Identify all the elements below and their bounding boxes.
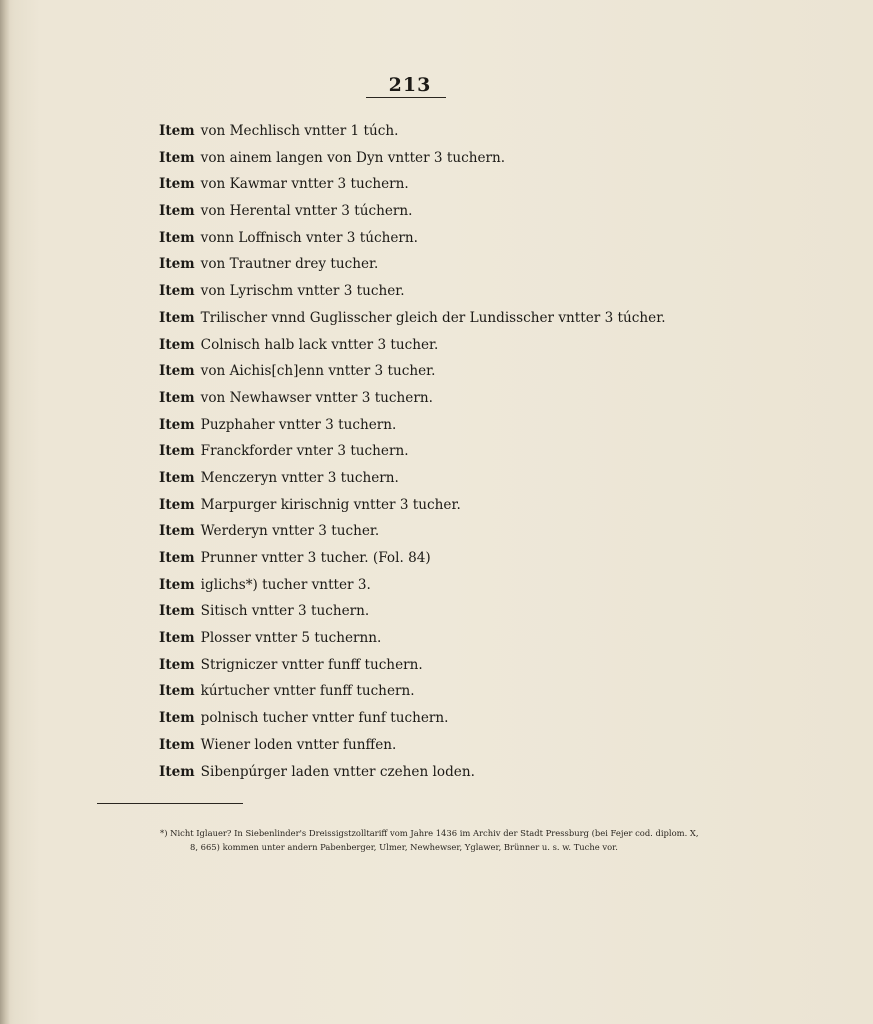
entry-text: von Herental vntter 3 túchern. [200,203,413,220]
page-spine-shadow [0,0,10,1024]
entry-prefix: Item [159,496,195,513]
entry-prefix: Item [159,203,195,220]
list-item [159,412,779,439]
entry-prefix: Item [159,523,195,540]
list-item [159,572,779,599]
list-item [159,305,779,332]
entry-text: Plosser vntter 5 tuchernn. [200,630,382,647]
entry-prefix: Item [159,123,195,139]
entry-prefix: Item [159,763,195,780]
entry-text: Sitisch vntter 3 tuchern. [200,603,370,620]
entry-prefix: Item [159,630,195,647]
entry-text: Strigniczer vntter funff tuchern. [200,656,423,673]
list-item [159,732,779,759]
entry-prefix: Item [159,283,195,300]
entry-text: polnisch tucher vntter funf tuchern. [200,710,449,727]
entry-text: Marpurger kirischnig vntter 3 tucher. [200,496,461,513]
entry-prefix: Item [159,363,195,380]
entry-prefix: Item [159,336,195,353]
list-item [159,598,779,625]
list-item [159,278,779,305]
footnote-rule [97,803,243,804]
list-item [159,492,779,519]
list-item [159,678,779,705]
list-item [159,465,779,492]
entry-text: von Trautner drey tucher. [200,256,379,273]
entry-text: iglichs*) tucher vntter 3. [200,576,371,593]
entry-prefix: Item [159,736,195,753]
entry-text: Colnisch halb lack vntter 3 tucher. [200,336,439,353]
entry-text: vonn Loffnisch vnter 3 túchern. [200,229,418,246]
footnote-line: 8, 665) kommen unter andern Pabenberger, Ulmer, Newhewser, Yglawer, Brünner u. s. w. Tuche vor. [190,842,618,852]
entry-text: Prunner vntter 3 tucher. (Fol. 84) [200,550,431,566]
entry-prefix: Item [159,550,195,566]
page-number: 213 [388,74,432,96]
entry-prefix: Item [159,576,195,593]
entry-text: Sibenpúrger laden vntter czehen loden. [200,763,475,780]
entry-text: von Aichis[ch]enn vntter 3 tucher. [200,363,436,380]
entry-text: Puzphaher vntter 3 tuchern. [200,416,397,433]
list-item [159,518,779,545]
entry-prefix: Item [159,389,195,406]
entry-text: von Newhawser vntter 3 tuchern. [200,389,433,406]
list-item [159,705,779,732]
list-item [159,438,779,465]
entry-text: Trilischer vnnd Guglisscher gleich der Lundisscher vntter 3 túcher. [200,309,666,326]
entry-prefix: Item [159,656,195,673]
entry-text: Franckforder vnter 3 tuchern. [200,443,409,460]
list-item [159,225,779,252]
entry-prefix: Item [159,256,195,273]
entry-prefix: Item [159,710,195,727]
list-item [159,332,779,359]
list-item [159,652,779,679]
entry-prefix: Item [159,683,195,700]
entry-prefix: Item [159,149,195,166]
list-item [159,171,779,198]
entry-prefix: Item [159,469,195,486]
entry-text: Werderyn vntter 3 tucher. [200,523,380,540]
entry-text: von ainem langen von Dyn vntter 3 tuchern. [200,149,506,166]
entry-prefix: Item [159,443,195,460]
list-item [159,625,779,652]
entry-text: von Mechlisch vntter 1 túch. [200,123,399,139]
entry-text: kúrtucher vntter funff tuchern. [200,683,415,700]
entry-prefix: Item [159,309,195,326]
header-rule [366,97,446,98]
list-item [159,198,779,225]
entry-text: Menczeryn vntter 3 tuchern. [200,469,399,486]
footnote [160,826,720,854]
entry-prefix: Item [159,229,195,246]
list-item [159,145,779,172]
list-item [159,385,779,412]
entry-prefix: Item [159,176,195,193]
footnote-line: *) Nicht Iglauer? In Siebenlinder's Dreissigstzolltariff vom Jahre 1436 im Archiv der Stadt Pressburg (bei Fejer cod. diplom. X, [160,828,699,838]
entry-text: Wiener loden vntter funffen. [200,736,397,753]
list-item [159,358,779,385]
list-item [159,545,779,572]
entry-prefix: Item [159,603,195,620]
list-item [159,759,779,786]
entry-text: von Lyrischm vntter 3 tucher. [200,283,405,300]
list-item [159,118,779,145]
entry-list [159,118,779,785]
entry-text: von Kawmar vntter 3 tuchern. [200,176,409,193]
list-item [159,251,779,278]
entry-prefix: Item [159,416,195,433]
